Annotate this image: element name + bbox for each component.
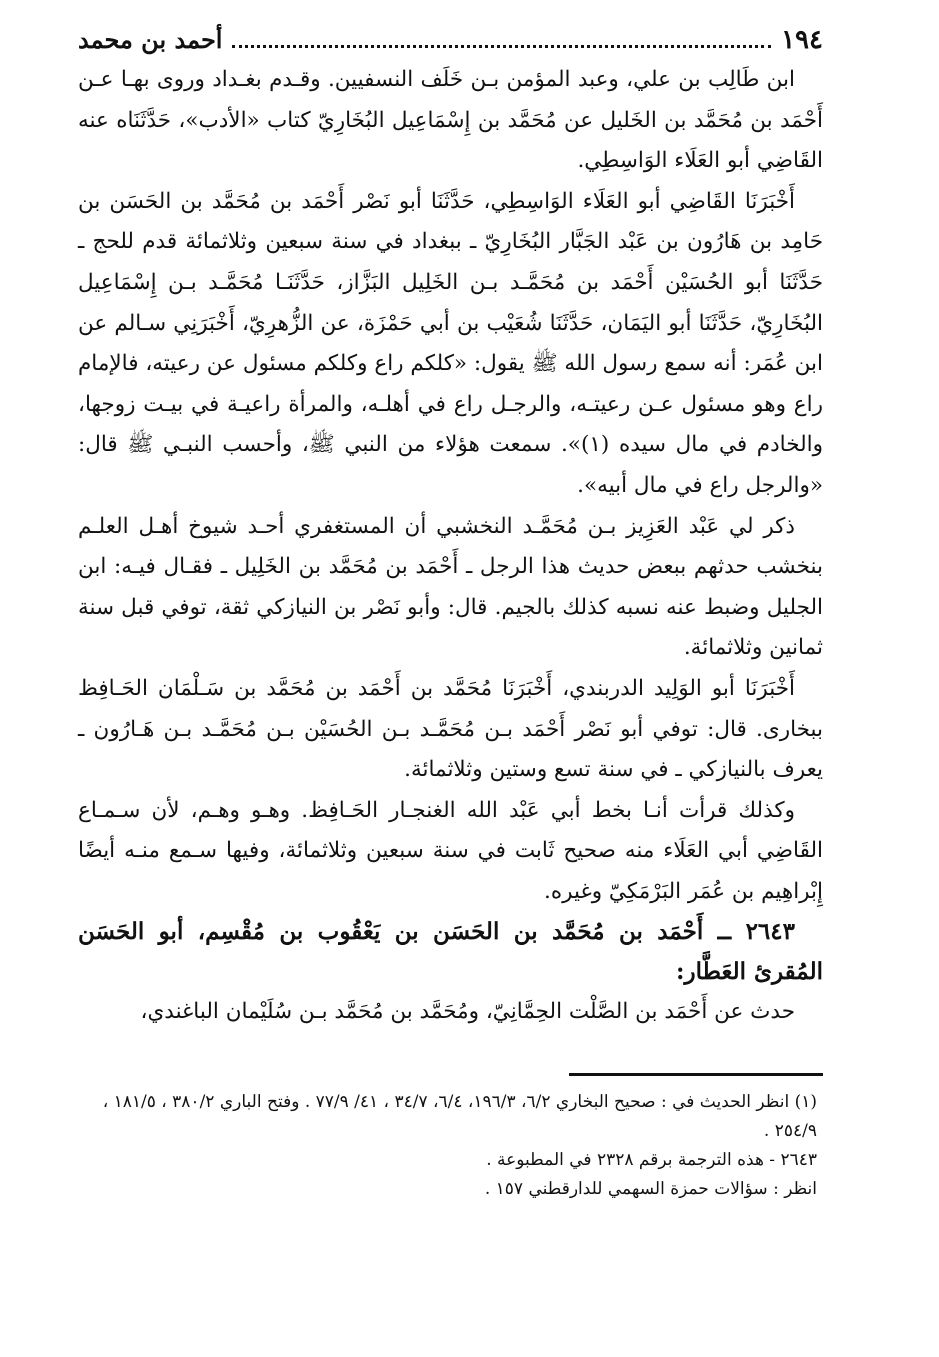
paragraph-2: أَخْبَرَنَا القَاضِي أبو العَلَاء الوَاسِطِي، حَدَّثَنَا أبو نَصْر أَحْمَد بن مُحَمَّد بن الحَسَن بن حَامِد بن هَارُون بن عَبْد الجَبَّار البُخَارِيّ ـ ببغداد في سنة سبعين وثلاثمائة قدم للحج ـ حَدَّثَنَا أبو الحُسَيْن أَحْمَد بن مُحَمَّـد بـن الخَلِيل البَزَّاز، حَدَّثَنَـا مُحَمَّـد بـن إِسْمَاعِيل البُخَارِيّ، حَدَّثَنَا أبو اليَمَان، حَدَّثَنَا شُعَيْب بن أبي حَمْزَة، عن الزُّهرِيّ، أَخْبَرَنِي سـالم عن ابن عُمَر: أنه سمع رسول الله ﷺ يقول: «كلكم راع وكلكم مسئول عن رعيته، فالإمام راع وهو مسئول عـن رعيتـه، والرجـل راع في أهلـه، والمرأة راعيـة في بيـت زوجها، والخادم في مال سيده (١)». سمعت هؤلاء من النبي ﷺ، وأحسب النبـي ﷺ قال: «والرجل راع في مال أبيه».: [78, 188, 824, 498]
footnotes: [78, 1088, 823, 1204]
paragraph-4: أَخْبَرَنَا أبو الوَلِيد الدربندي، أَخْبَرَنَا مُحَمَّد بن أَحْمَد بن مُحَمَّد بن سَـلْمَان الحَـافِظ ببخارى. قال: توفي أبو نَصْر أَحْمَد بـن مُحَمَّـد بـن الحُسَيْن بـن مُحَمَّـد بـن هَـارُون ـ يعرف بالنيازكي ـ في سنة تسع وستين وثلاثمائة.: [78, 675, 823, 783]
paragraph-5: وكذلك قرأت أنـا بخط أبي عَبْد الله الغنجـار الحَـافِظ. وهـو وهـم، لأن سـمـاع القَاضِي أبي العَلَاء منه صحيح ثَابت في سنة سبعين وثلاثمائة، وفيها سـمع منـه أيضًا إِبْراهِيم بن عُمَر البَرْمَكِيّ وغيره.: [78, 797, 823, 904]
leader-dots: [232, 44, 771, 48]
entry-heading: ٢٦٤٣ ــ أَحْمَد بن مُحَمَّد بن الحَسَن بن يَعْقُوب بن مُقْسِم، أبو الحَسَن المُقرئ العَطَّار:: [78, 918, 823, 986]
paragraph-3: ذكر لي عَبْد العَزِيز بـن مُحَمَّـد النخشبي أن المستغفري أحـد شيوخ أهـل العلـم بنخشب حدثهم ببعض حديث هذا الرجل ـ أَحْمَد بن مُحَمَّد بن الخَلِيل ـ فقـال فيـه: ابن الجليل وضبط عنه نسبه كذلك بالجيم. قال: وأبو نَصْر بن النيازكي ثقة، توفي قبل سنة ثمانين وثلاثمائة.: [78, 513, 823, 661]
footnote-2: ٢٦٤٣ - هذه الترجمة برقم ٢٣٢٨ في المطبوعة .: [486, 1150, 817, 1171]
book-page: [78, 24, 823, 1204]
paragraph-1: ابن طَالِب بن علي، وعبد المؤمن بـن خَلَف النسفيين. وقـدم بغـداد وروى بهـا عـن أَحْمَد بن مُحَمَّد بن الخَليل عن مُحَمَّد بن إِسْمَاعِيل البُخَارِيّ كتاب «الأدب»، حَدَّثَنَاه عنه القَاضِي أبو العَلَاء الوَاسِطِي.: [78, 67, 823, 174]
page-number: ١٩٤: [781, 25, 823, 55]
entry-text: حدث عن أَحْمَد بن الصَّلْت الحِمَّانِيّ، ومُحَمَّد بن مُحَمَّد بـن سُلَيْمان الباغندي،: [140, 999, 795, 1025]
running-head: [78, 24, 823, 60]
footnote-divider: [569, 1073, 823, 1076]
footnote-3: انظر : سؤالات حمزة السهمي للدارقطني ١٥٧ .: [484, 1179, 817, 1200]
footnote-1: (١) انظر الحديث في : صحيح البخاري ٦/٢، ١٩٦/٣، ٦/٤، ٣٤/٧ ، ٤١/ ٧٧/٩ . وفتح الباري ٣٨٠/٢ ، ١٨١/٥ ، ٢٥٤/٩ .: [102, 1092, 817, 1142]
running-title: أحمد بن محمد: [78, 25, 223, 54]
main-text: [78, 60, 823, 1033]
